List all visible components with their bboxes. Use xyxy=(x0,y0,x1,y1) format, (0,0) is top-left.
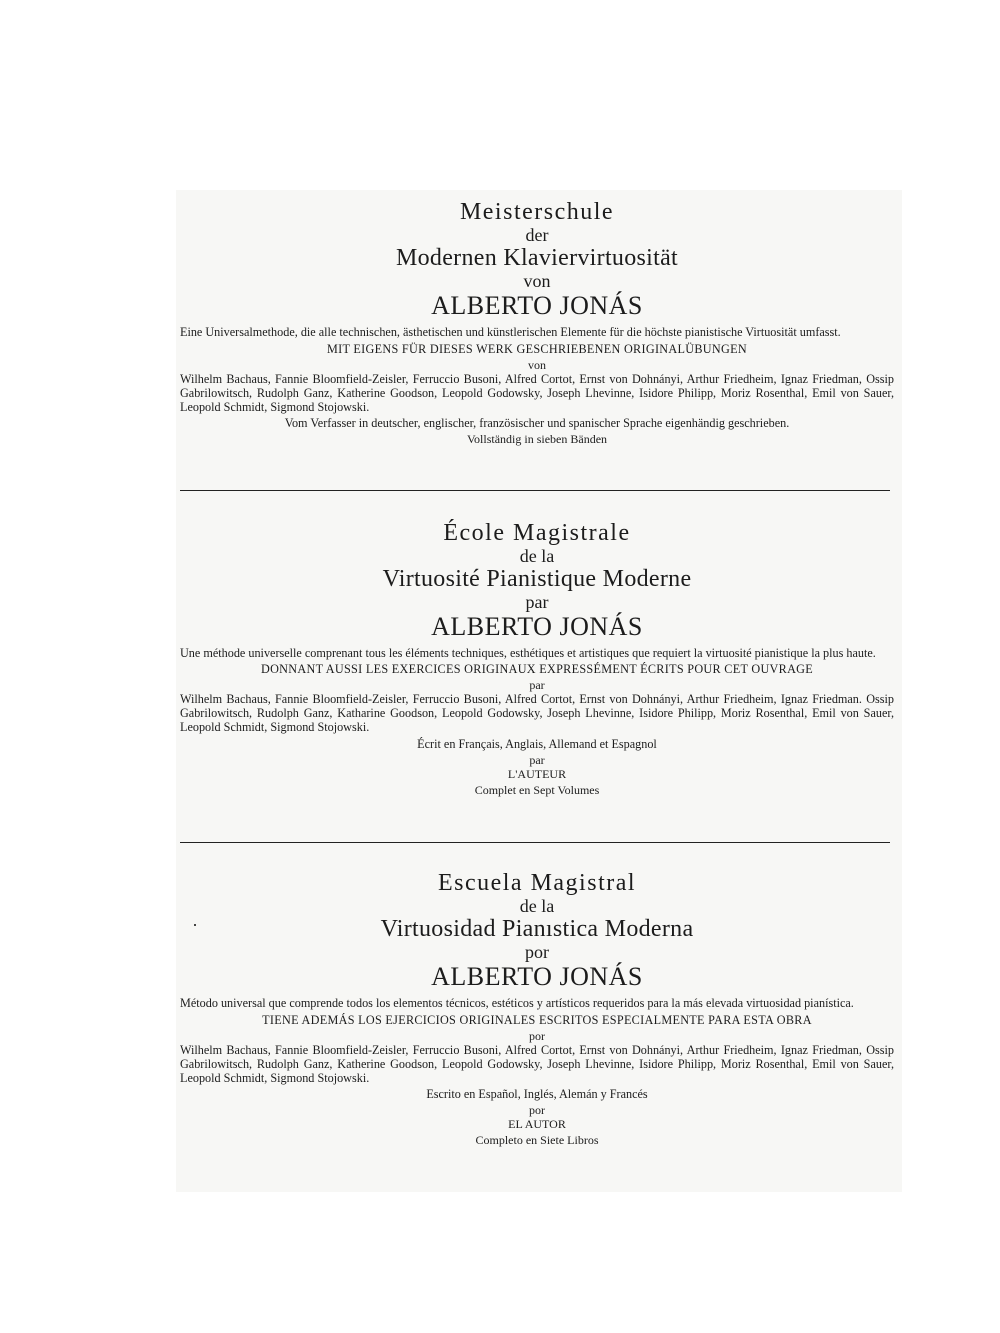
spanish-writer: EL AUTOR xyxy=(508,1117,566,1131)
divider-2 xyxy=(180,842,890,843)
french-description: Une méthode universelle comprenant tous les éléments techniques, esthétiques et artistiques que requiert la virtuosité pianistique la plus haute. xyxy=(180,646,876,660)
french-exercises-by: par xyxy=(529,678,545,692)
french-writer: L'AUTEUR xyxy=(507,767,567,781)
french-languages: Écrit en Français, Anglais, Allemand et Espagnol xyxy=(417,737,657,751)
german-subtitle: Modernen Klaviervirtuosität xyxy=(395,245,679,271)
german-languages: Vom Verfasser in deutscher, englischer, französischer und spanischer Sprache eigenhändig geschrieben. xyxy=(284,416,790,430)
spanish-languages-by: por xyxy=(529,1103,545,1117)
french-by: par xyxy=(525,592,549,612)
spanish-volumes: Completo en Siete Libros xyxy=(475,1133,599,1147)
german-volumes: Vollständig in sieben Bänden xyxy=(466,432,608,446)
german-exercises: MIT EIGENS FÜR DIESES WERK GESCHRIEBENEN ORIGINALÜBUNGEN xyxy=(327,342,747,356)
spanish-description: Método universal que comprende todos los elementos técnicos, estéticos y artísticos requeridos para la más elevada virtuosidad pianística. xyxy=(180,996,854,1010)
french-article: de la xyxy=(519,546,555,566)
french-languages-by: par xyxy=(529,753,545,767)
german-exercises-by: von xyxy=(528,358,546,372)
german-contributors: Wilhelm Bachaus, Fannie Bloomfield-Zeisler, Ferruccio Busoni, Alfred Cortot, Ernst von Dohnányi, Arthur Friedheim, Ignaz Friedman, Ossip Gabrilowitsch, Rudolph Ganz, Katherine Goodson, Leopold Godowsky, Joseph Lhevinne, Isidore Philipp, Moriz Rosenthal, Emil von Sauer, Leopold Schmidt, Sigmond Stojowski. xyxy=(180,372,894,414)
french-contributors: Wilhelm Bachaus, Fannie Bloomfield-Zeisler, Ferruccio Busoni, Alfred Cortot, Ernst von Dohnányi, Arthur Friedheim, Ignaz Friedman. Ossip Gabrilowitsch, Rudolph Ganz, Katharine Goodson, Leopold Godowsky, Joseph Lhevinne, Isidore Philipp, Moriz Rosenthal, Emil von Sauer, Leopold Schmidt, Sigmond Stojowski. xyxy=(180,692,894,734)
german-section xyxy=(180,199,894,446)
french-section xyxy=(180,520,894,797)
german-author: ALBERTO JONÁS xyxy=(431,291,643,320)
spanish-author: ALBERTO JONÁS xyxy=(431,962,643,991)
french-subtitle: Virtuosité Pianistique Moderne xyxy=(382,566,692,592)
spanish-subtitle: Virtuosidad Pianıstica Moderna xyxy=(380,916,694,942)
french-volumes: Complet en Sept Volumes xyxy=(474,783,600,797)
french-title: École Magistrale xyxy=(443,520,631,546)
german-description: Eine Universalmethode, die alle technischen, ästhetischen und künstlerischen Elemente für die höchste pianistische Virtuosität umfasst. xyxy=(180,325,841,339)
spanish-contributors: Wilhelm Bachaus, Fannie Bloomfield-Zeisler, Ferruccio Busoni, Alfred Cortot, Ernst von Dohnányi, Arthur Friedheim, Ignaz Friedman, Ossip Gabrilowitsch, Rudolph Ganz, Katherine Goodson, Leopold Godowsky, Joseph Lhevinne, Isidore Philipp, Moriz Rosenthal, Emil von Sauer, Leopold Schmidt, Sigmond Stojowski. xyxy=(180,1043,894,1085)
french-author: ALBERTO JONÁS xyxy=(431,612,643,641)
spanish-article: de la xyxy=(519,896,555,916)
french-exercises: DONNANT AUSSI LES EXERCICES ORIGINAUX EXPRESSÉMENT ÉCRITS POUR CET OUVRAGE xyxy=(260,662,814,676)
spanish-languages: Escrito en Español, Inglés, Alemán y Francés xyxy=(426,1087,648,1101)
spanish-exercises: TIENE ADEMÁS LOS EJERCICIOS ORIGINALES ESCRITOS ESPECIALMENTE PARA ESTA OBRA xyxy=(262,1013,812,1027)
german-title: Meisterschule xyxy=(459,199,615,225)
german-article: der xyxy=(525,225,549,245)
divider-1 xyxy=(180,490,890,491)
spanish-by: por xyxy=(525,942,549,962)
german-by: von xyxy=(523,271,551,291)
spanish-section xyxy=(180,870,894,1147)
spanish-exercises-by: por xyxy=(529,1029,545,1043)
spanish-title: Escuela Magistral xyxy=(437,870,637,896)
